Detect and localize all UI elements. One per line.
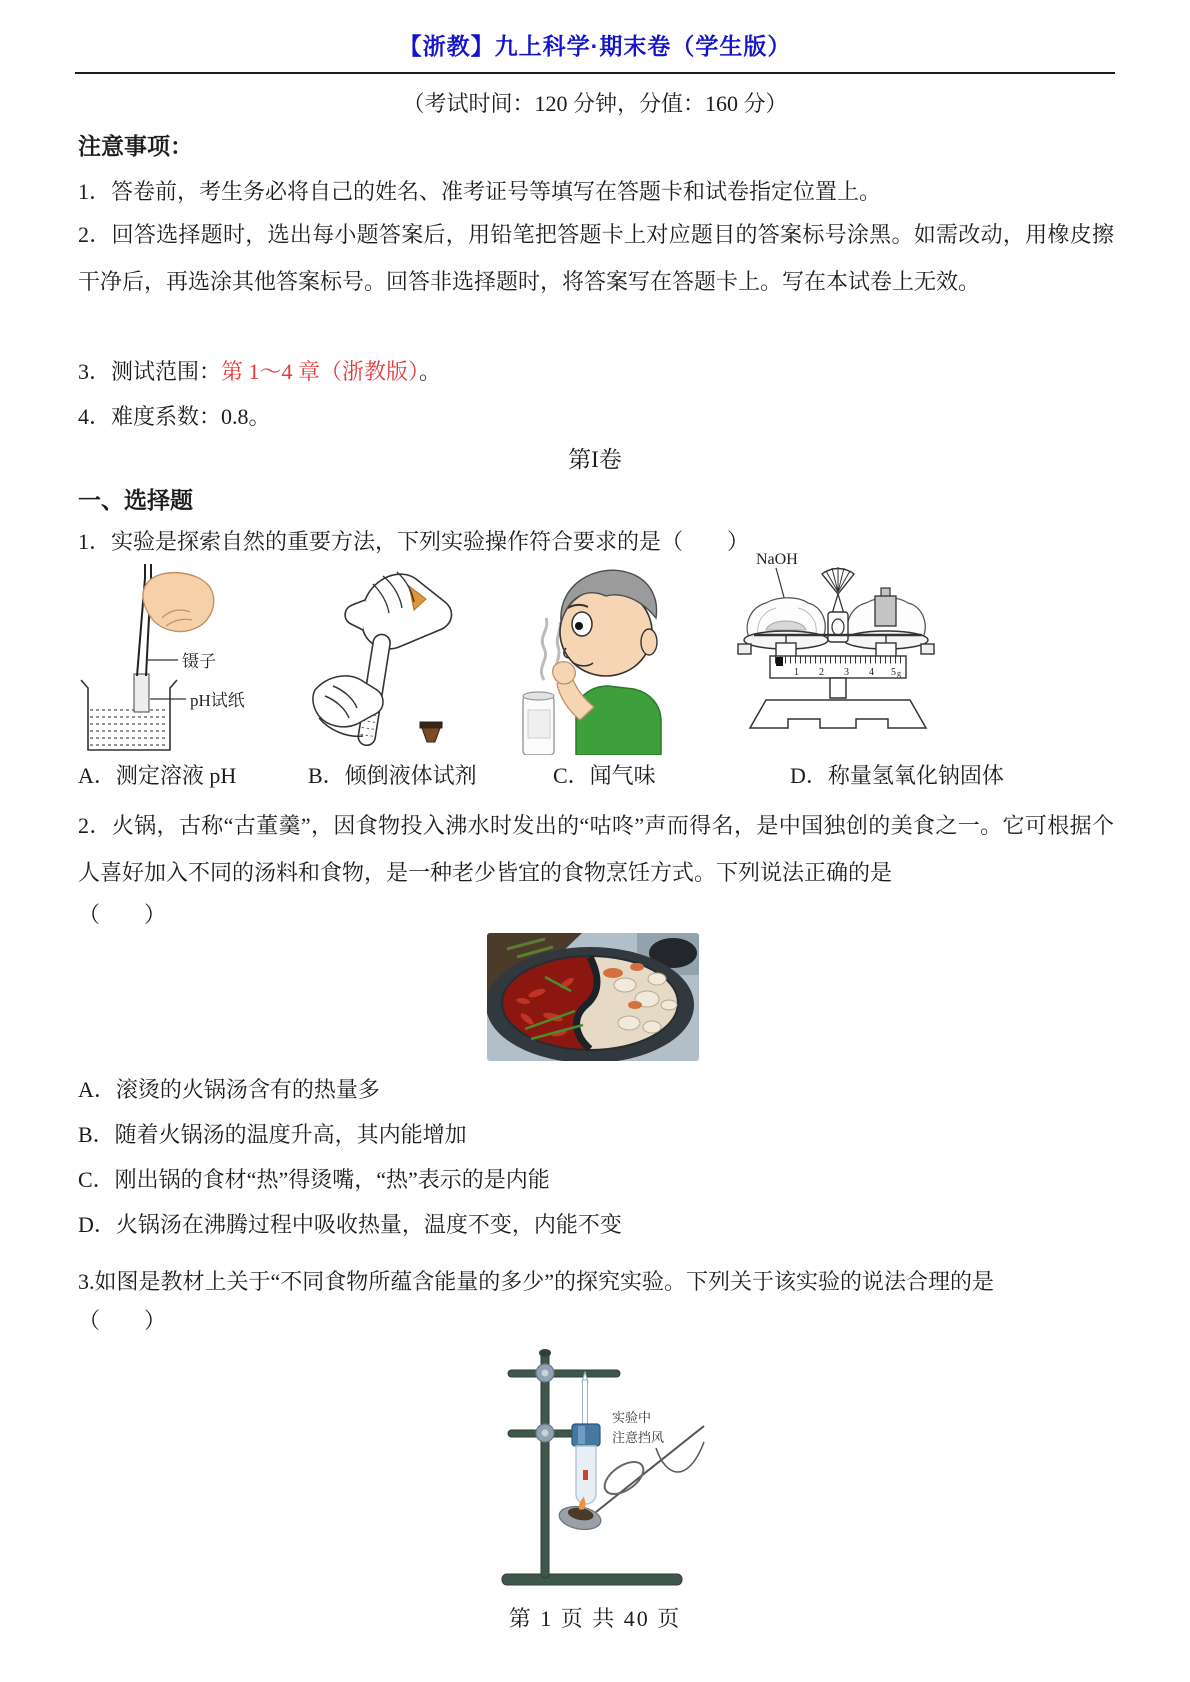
notice-item-3-highlight: 第 1～4 章（浙教版）	[221, 359, 420, 384]
sliding-ruler	[770, 656, 906, 678]
notice-item-1: 1．答卷前，考生务必将自己的姓名、准考证号等填写在答题卡和试卷指定位置上。	[78, 179, 882, 204]
q2-option-a: A．滚烫的火锅汤含有的热量多	[78, 1077, 380, 1102]
q1-option-a: A．测定溶液 pH	[78, 763, 237, 788]
wind-shield-ring	[599, 1456, 649, 1501]
boy-head-icon	[560, 570, 657, 676]
notice-item-3	[78, 356, 441, 388]
q2-stem: 2．火锅，古称“古董羹”，因食物投入沸水时发出的“咕咚”声而得名，是中国独创的美食之一。它可根据个人喜好加入不同的汤料和食物，是一种老少皆宜的食物烹饪方式。下列说法正确的是	[78, 813, 1114, 885]
section-heading: 一、选择题	[78, 487, 193, 513]
notice-item-2: 2．回答选择题时，选出每小题答案后，用铅笔把答题卡上对应题目的答案标号涂黑。如需改动，用橡皮擦干净后，再选涂其他答案标号。回答非选择题时，将答案写在答题卡上。写在本试卷上无效。	[78, 222, 1114, 294]
q2-answer-paren: （ ）	[78, 902, 167, 927]
beaker-icon	[81, 680, 177, 750]
experiment-note-line1: 实验中	[612, 1410, 652, 1425]
page-footer: 第 1 页 共 40 页	[508, 1606, 682, 1631]
q2-option-d: D．火锅汤在沸腾过程中吸收热量，温度不变，内能不变	[78, 1212, 622, 1237]
ph-paper-strip	[134, 674, 149, 712]
q1-option-d: D．称量氢氧化钠固体	[790, 763, 1004, 788]
q2-option-c: C．刚出锅的食材“热”得烫嘴，“热”表示的是内能	[78, 1167, 550, 1192]
q3-answer-paren: （ ）	[78, 1308, 167, 1333]
experiment-note-line2: 注意挡风	[612, 1430, 665, 1445]
svg-text:g: g	[897, 669, 901, 678]
header-divider	[75, 72, 1115, 74]
hand-icon	[143, 573, 214, 632]
notice-item-3-prefix: 3．测试范围：	[78, 359, 222, 384]
label-leader-line	[656, 1442, 704, 1472]
ruler-rider	[776, 657, 783, 666]
exam-info: （考试时间：120 分钟，分值：160 分）	[402, 91, 788, 116]
balance-base	[750, 678, 926, 728]
svg-text:2: 2	[819, 667, 824, 678]
bottle-stopper-icon	[420, 722, 442, 742]
naoh-label: NaOH	[756, 551, 798, 568]
page-title: 【浙教】九上科学·期末卷（学生版）	[398, 33, 792, 59]
svg-text:3: 3	[844, 667, 849, 678]
fig-ph-test-illustration	[78, 558, 283, 755]
notice-heading: 注意事项：	[78, 133, 193, 159]
ph-paper-label: pH试纸	[190, 691, 245, 710]
thermometer-reading-mark	[583, 1470, 588, 1480]
fig-smelling-gas-illustration	[518, 558, 668, 755]
q2-option-b: B．随着火锅汤的温度升高，其内能增加	[78, 1122, 467, 1147]
tweezers-label: 镊子	[182, 652, 216, 671]
test-tube-with-holder	[572, 1424, 600, 1504]
volume-title: 第I卷	[568, 447, 622, 472]
notice-item-3-suffix: 。	[419, 359, 442, 384]
q1-option-c: C．闻气味	[553, 763, 656, 788]
fig-balance-illustration	[736, 548, 936, 755]
hotpot-photo	[487, 933, 699, 1061]
q1-stem: 1．实验是探索自然的重要方法，下列实验操作符合要求的是（ ）	[78, 529, 750, 554]
fig-pouring-liquid-illustration	[303, 558, 473, 755]
notice-item-4: 4．难度系数：0.8。	[78, 404, 271, 429]
svg-text:4: 4	[869, 667, 874, 678]
weight-icon	[875, 588, 896, 626]
q1-option-b: B．倾倒液体试剂	[308, 763, 477, 788]
gas-bottle-icon	[523, 692, 554, 755]
svg-text:1: 1	[794, 667, 799, 678]
q3-stem: 3.如图是教材上关于“不同食物所蕴含能量的多少”的探究实验。下列关于该实验的说法合理的是	[78, 1269, 995, 1294]
svg-text:5: 5	[891, 667, 896, 678]
fig-food-energy-experiment	[496, 1346, 768, 1596]
reagent-bottle-icon	[345, 574, 451, 649]
